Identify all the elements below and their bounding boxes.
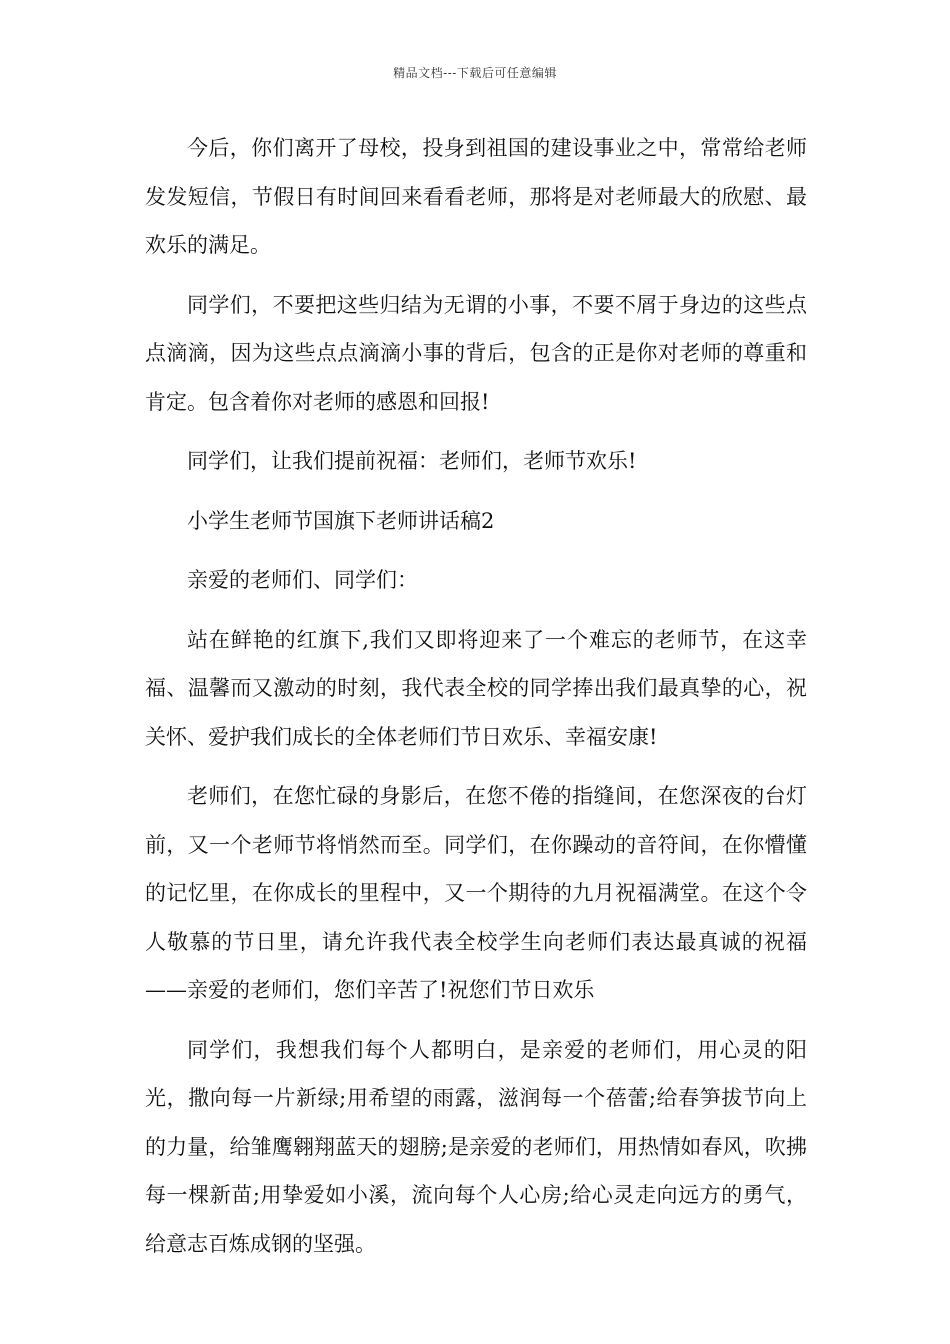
paragraph-1: 今后，你们离开了母校，投身到祖国的建设事业之中，常常给老师发发短信，节假日有时间回来看看老师，那将是对老师最大的欣慰、最欢乐的满足。 — [145, 136, 807, 257]
section-title: 小学生老师节国旗下老师讲话稿2 — [187, 508, 495, 533]
paragraph-7: 老师们，在您忙碌的身影后，在您不倦的指缝间，在您深夜的台灯前，又一个老师节将悄然而至。同学们，在你躁动的音符间，在你懵懂的记忆里，在你成长的里程中，又一个期待的九月祝福满堂。在这个令人敬慕的节日里，请允许我代表全校学生向老师们表达最真诚的祝福——亲爱的老师们，您们辛苦了!祝您们节日欢乐 — [145, 784, 807, 1002]
paragraph-2: 同学们，不要把这些归结为无谓的小事，不要不屑于身边的这些点点滴滴，因为这些点点滴滴小事的背后，包含的正是你对老师的尊重和肯定。包含着你对老师的感恩和回报! — [145, 292, 807, 414]
paragraph-3: 同学们，让我们提前祝福：老师们，老师节欢乐! — [187, 449, 637, 473]
salutation: 亲爱的老师们、同学们： — [187, 568, 418, 592]
paragraph-6: 站在鲜艳的红旗下,我们又即将迎来了一个难忘的老师节，在这幸福、温馨而又激动的时刻，我代表全校的同学捧出我们最真挚的心，祝关怀、爱护我们成长的全体老师们节日欢乐、幸福安康! — [145, 627, 807, 749]
document-body — [145, 124, 807, 1279]
paragraph-8: 同学们，我想我们每个人都明白，是亲爱的老师们，用心灵的阳光，撒向每一片新绿;用希望的雨露，滋润每一个蓓蕾;给春笋拔节向上的力量，给雏鹰翱翔蓝天的翅膀;是亲爱的老师们，用热情如春风，吹拂每一棵新苗;用挚爱如小溪，流向每个人心房;给心灵走向远方的勇气，给意志百炼成钢的坚强。 — [145, 1037, 807, 1256]
page-header: 精品文档---下载后可任意编辑 — [393, 66, 557, 80]
